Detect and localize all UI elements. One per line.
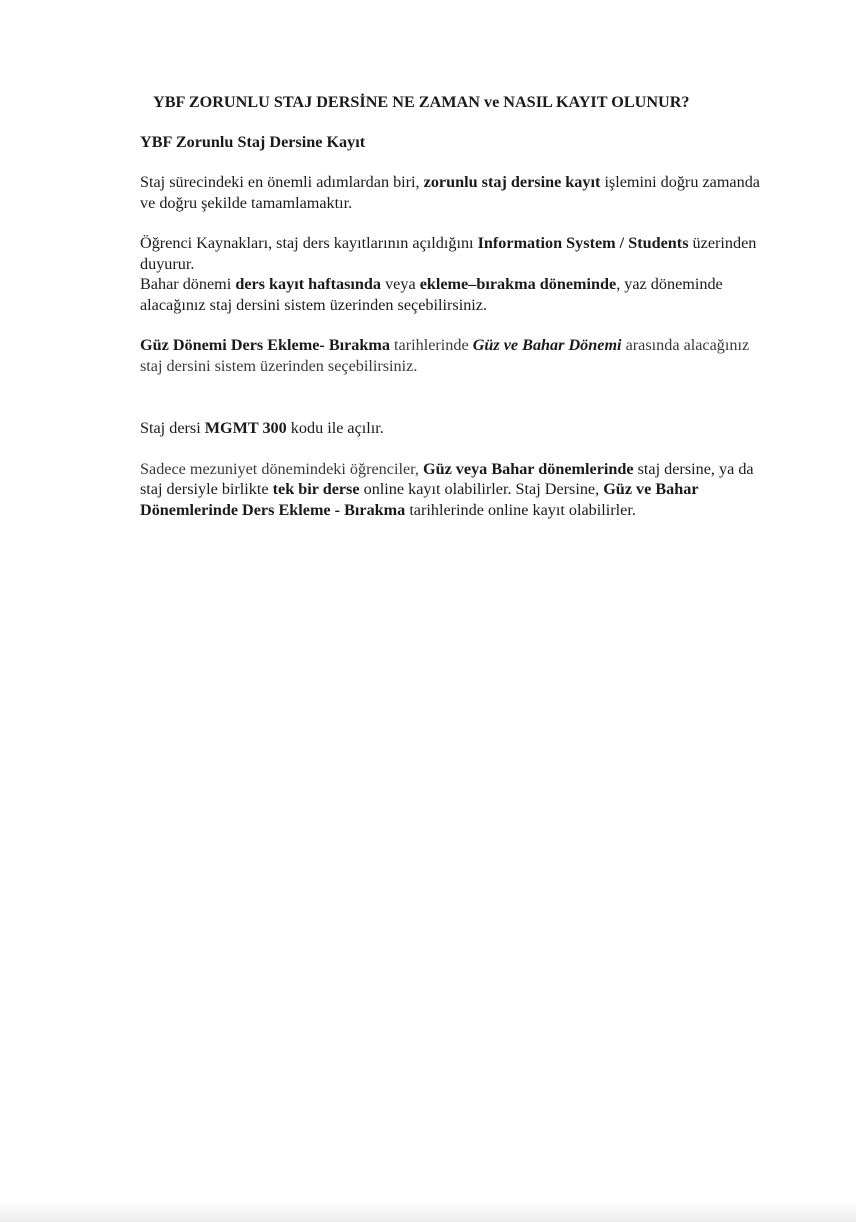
emphasis-text: ders kayıt haftasında: [235, 275, 382, 293]
paragraph-intro: [140, 172, 760, 213]
emphasis-italic-text: Güz ve Bahar Dönemi: [472, 336, 622, 354]
page-bottom-edge: [0, 1200, 856, 1222]
emphasis-text: Güz ve Bahar Dönemlerinde Ders Ekleme - Bırakma: [140, 480, 699, 519]
paragraph-text: Staj sürecindeki en önemli adımlardan biri,: [140, 173, 424, 191]
paragraph-fall-registration: [140, 335, 760, 376]
paragraph-announcement: [140, 233, 760, 274]
document-title: YBF ZORUNLU STAJ DERSİNE NE ZAMAN ve NASIL KAYIT OLUNUR?: [153, 93, 690, 111]
emphasis-text: zorunlu staj dersine kayıt: [423, 173, 601, 191]
paragraph-text: Staj dersi: [140, 419, 205, 437]
paragraph-text: arasında alacağınız staj dersini sistem üzerinden seçebilirsiniz.: [140, 336, 750, 375]
paragraph-text: staj dersine, ya da staj dersiyle birlikte: [140, 459, 754, 498]
emphasis-text: tek bir derse: [272, 480, 360, 498]
paragraph-text: tarihlerinde: [389, 336, 473, 354]
paragraph-text: , yaz döneminde alacağınız staj dersini sistem üzerinden seçebilirsiniz.: [140, 275, 723, 314]
paragraph-text: üzerinden duyurur.: [140, 234, 757, 273]
paragraph-text: online kayıt olabilirler. Staj Dersine,: [359, 480, 604, 498]
paragraph-text: işlemini doğru zamanda ve doğru şekilde tamamlamaktır.: [140, 173, 760, 212]
emphasis-text: Güz veya Bahar dönemlerinde: [422, 459, 634, 478]
paragraph-graduation-students: [140, 459, 760, 521]
paragraph-text: Öğrenci Kaynakları, staj ders kayıtlarının açıldığını: [140, 234, 478, 252]
document-content: [140, 92, 760, 520]
paragraph-text: kodu ile açılır.: [286, 419, 384, 437]
paragraph-text: Sadece mezuniyet dönemindeki öğrenciler,: [140, 459, 423, 478]
section-heading: YBF Zorunlu Staj Dersine Kayıt: [140, 133, 366, 151]
paragraph-text: Bahar dönemi: [140, 275, 236, 293]
paragraph-course-code: [140, 418, 760, 439]
paragraph-text: veya: [381, 275, 420, 293]
emphasis-text: ekleme–bırakma döneminde: [419, 275, 617, 293]
emphasis-text: Information System / Students: [477, 234, 689, 252]
emphasis-text: Güz Dönemi Ders Ekleme- Bırakma: [140, 336, 390, 354]
paragraph-spring-registration: [140, 274, 760, 315]
emphasis-text: MGMT 300: [204, 419, 287, 437]
paragraph-text: tarihlerinde online kayıt olabilirler.: [405, 500, 636, 519]
